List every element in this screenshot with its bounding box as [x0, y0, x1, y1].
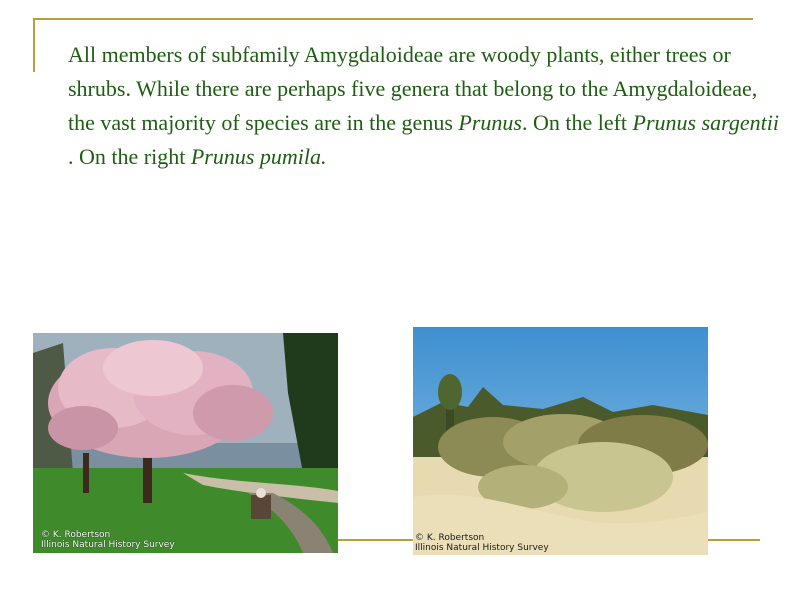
photo-prunus-pumila	[413, 327, 708, 555]
text-segment: . On the left	[521, 110, 633, 135]
species-name-left: Prunus sargentii	[632, 110, 780, 135]
credit-organization: Illinois Natural History Survey	[415, 543, 549, 553]
top-rule	[33, 18, 753, 20]
tree-photo-image	[33, 333, 338, 553]
species-name-right: Prunus pumila.	[190, 144, 327, 169]
credit-copyright: © K. Robertson	[41, 530, 111, 540]
photo-prunus-sargentii	[33, 333, 338, 553]
text-segment: All members of subfamily Amygdaloideae are woody plants, either trees or shrubs. While there are perhaps five genera that belong to the Amygdaloideae, the vast majority of species are in the genus	[68, 42, 758, 135]
genus-name: Prunus	[458, 110, 522, 135]
text-segment: . On the right	[68, 144, 191, 169]
left-rule	[33, 18, 35, 72]
credit-copyright: © K. Robertson	[415, 533, 485, 543]
photo-credit-left	[41, 530, 175, 550]
photo-credit-right	[415, 533, 549, 553]
dune-photo-image	[413, 327, 708, 555]
body-text	[68, 38, 780, 174]
credit-organization: Illinois Natural History Survey	[41, 540, 175, 550]
